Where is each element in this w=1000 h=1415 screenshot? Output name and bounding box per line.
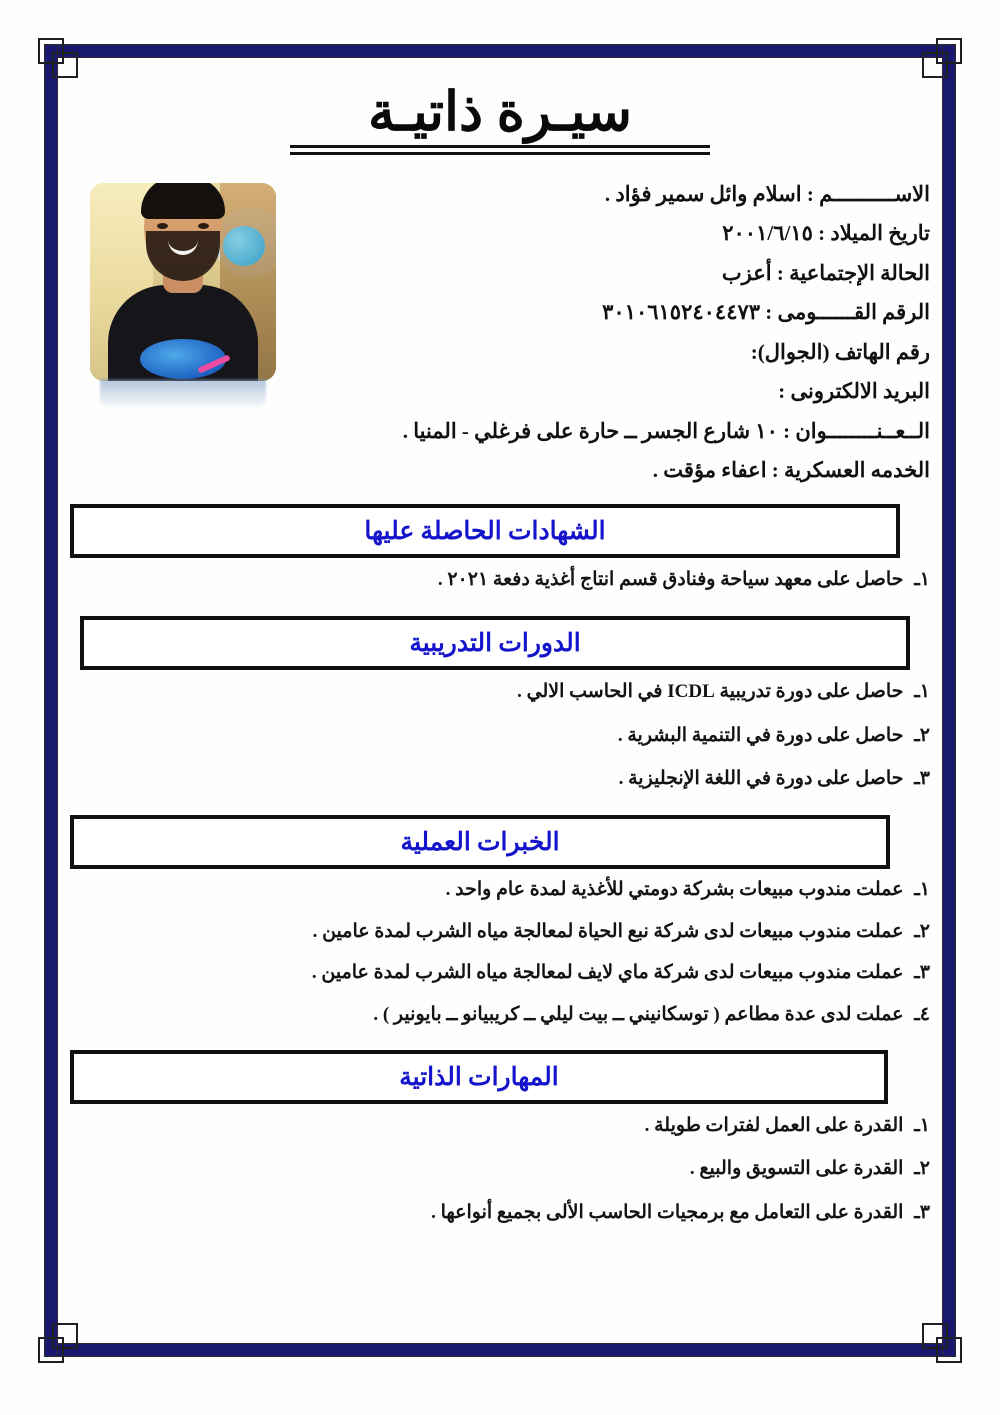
photo-eye-left bbox=[157, 223, 168, 229]
list-item bbox=[70, 994, 930, 1036]
avatar bbox=[90, 183, 276, 393]
list-item-number: ٢ـ bbox=[914, 724, 930, 746]
list-item bbox=[70, 952, 930, 994]
list-item-number: ٢ـ bbox=[914, 920, 930, 942]
frame-band-right bbox=[942, 44, 956, 1357]
personal-info-email: البريد الالكترونى : bbox=[778, 379, 930, 404]
title-underline-rule-2 bbox=[290, 152, 710, 155]
section-work-experience bbox=[70, 815, 930, 1036]
list-item-text: حاصل على معهد سياحة وفنادق قسم انتاج أغذية دفعة ٢٠٢١ . bbox=[437, 569, 904, 591]
cv-content bbox=[70, 62, 930, 1337]
list-item bbox=[70, 1104, 930, 1148]
page-title-block bbox=[70, 84, 930, 155]
list-item-text: عملت مندوب مبيعات لدى شركة ماي لايف لمعالجة مياه الشرب لمدة عامين . bbox=[311, 962, 904, 984]
list-item-text: عملت مندوب مبيعات بشركة دومتي للأغذية لمدة عام واحد . bbox=[445, 879, 904, 900]
section-header-certificates bbox=[70, 504, 900, 558]
list-item-text: القدرة على التعامل مع برمجيات الحاسب الألى بجميع أنواعها . bbox=[431, 1201, 904, 1223]
photo-eyebrow-right bbox=[195, 215, 213, 219]
section-header-work-experience bbox=[70, 815, 890, 869]
section-training-courses bbox=[70, 616, 930, 801]
section-header-training-courses bbox=[80, 616, 910, 670]
photo-shirt-logo bbox=[140, 339, 226, 379]
list-item bbox=[70, 869, 930, 911]
section-personal-skills bbox=[70, 1050, 930, 1235]
personal-info-national-id: الرقم القــــــومى : ٣٠١٠٦١٥٢٤٠٤٤٧٣ bbox=[602, 300, 930, 325]
section-title-training-courses: الدورات التدريبية bbox=[409, 630, 581, 658]
frame-band-top bbox=[44, 44, 956, 58]
section-title-certificates: الشهادات الحاصلة عليها bbox=[364, 518, 606, 546]
personal-info-birthdate: تاريخ الميلاد : ٢٠٠١/٦/١٥ bbox=[722, 221, 930, 246]
list-item bbox=[70, 1191, 930, 1235]
personal-info-military-service: الخدمه العسكرية : اعفاء مؤقت . bbox=[652, 457, 930, 482]
section-list-certificates bbox=[70, 558, 930, 602]
list-item-text: عملت لدى عدة مطاعم ( توسكانيني ــ بيت ليلي ــ كريبيانو ــ بايونير ) . bbox=[373, 1003, 904, 1025]
list-item-text: حاصل على دورة في اللغة الإنجليزية . bbox=[618, 768, 904, 790]
list-item-number: ١ـ bbox=[914, 569, 930, 591]
list-item-text: حاصل على دورة في التنمية البشرية . bbox=[617, 724, 904, 746]
list-item-number: ١ـ bbox=[914, 681, 930, 703]
personal-info-address: الــعــنــــــــوان : ١٠ شارع الجسر ــ حارة على فرغلي - المنيا . bbox=[402, 418, 930, 443]
title-underline-rule-1 bbox=[290, 145, 710, 148]
frame-band-left bbox=[44, 44, 58, 1357]
header-row bbox=[70, 175, 930, 491]
section-certificates bbox=[70, 504, 930, 602]
list-item-text: عملت مندوب مبيعات لدى شركة نبع الحياة لمعالجة مياه الشرب لمدة عامين . bbox=[312, 920, 904, 942]
list-item-number: ٢ـ bbox=[914, 1158, 930, 1180]
list-item bbox=[70, 1147, 930, 1191]
list-item bbox=[70, 670, 930, 714]
section-title-personal-skills: المهارات الذاتية bbox=[399, 1063, 559, 1091]
section-header-personal-skills bbox=[70, 1050, 888, 1104]
list-item-text: القدرة على العمل لفترات طويلة . bbox=[644, 1114, 904, 1136]
list-item bbox=[70, 558, 930, 602]
section-title-work-experience: الخبرات العملية bbox=[400, 829, 560, 856]
list-item-number: ٤ـ bbox=[914, 1003, 930, 1025]
photo-reflection bbox=[100, 379, 266, 415]
list-item-text: حاصل على دورة تدريبية ICDL في الحاسب الالي . bbox=[517, 681, 904, 703]
list-item bbox=[70, 911, 930, 953]
section-list-personal-skills bbox=[70, 1104, 930, 1235]
list-item-number: ٣ـ bbox=[914, 962, 930, 984]
photo-eyebrow-left bbox=[153, 215, 171, 219]
page-title: سيـرة ذاتيـة bbox=[367, 82, 633, 142]
list-item-number: ٣ـ bbox=[914, 1201, 930, 1223]
portrait-photo-icon bbox=[90, 183, 276, 381]
title-underline bbox=[290, 145, 710, 155]
photo-blue-object bbox=[223, 226, 265, 266]
section-list-work-experience bbox=[70, 869, 930, 1036]
list-item-number: ١ـ bbox=[914, 1114, 930, 1136]
list-item bbox=[70, 714, 930, 758]
personal-info-name: الاســــــــــم : اسلام وائل سمير فؤاد . bbox=[604, 181, 930, 206]
section-list-training-courses bbox=[70, 670, 930, 801]
list-item-number: ١ـ bbox=[914, 879, 930, 900]
frame-band-bottom bbox=[44, 1343, 956, 1357]
personal-info-phone: رقم الهاتف (الجوال): bbox=[750, 339, 930, 364]
photo-eye-right bbox=[198, 223, 209, 229]
list-item-number: ٣ـ bbox=[914, 768, 930, 790]
personal-info-marital-status: الحالة الإجتماعية : أعزب bbox=[721, 260, 930, 285]
list-item bbox=[70, 757, 930, 801]
photo-hair bbox=[141, 183, 225, 219]
list-item-text: القدرة على التسويق والبيع . bbox=[689, 1158, 904, 1180]
